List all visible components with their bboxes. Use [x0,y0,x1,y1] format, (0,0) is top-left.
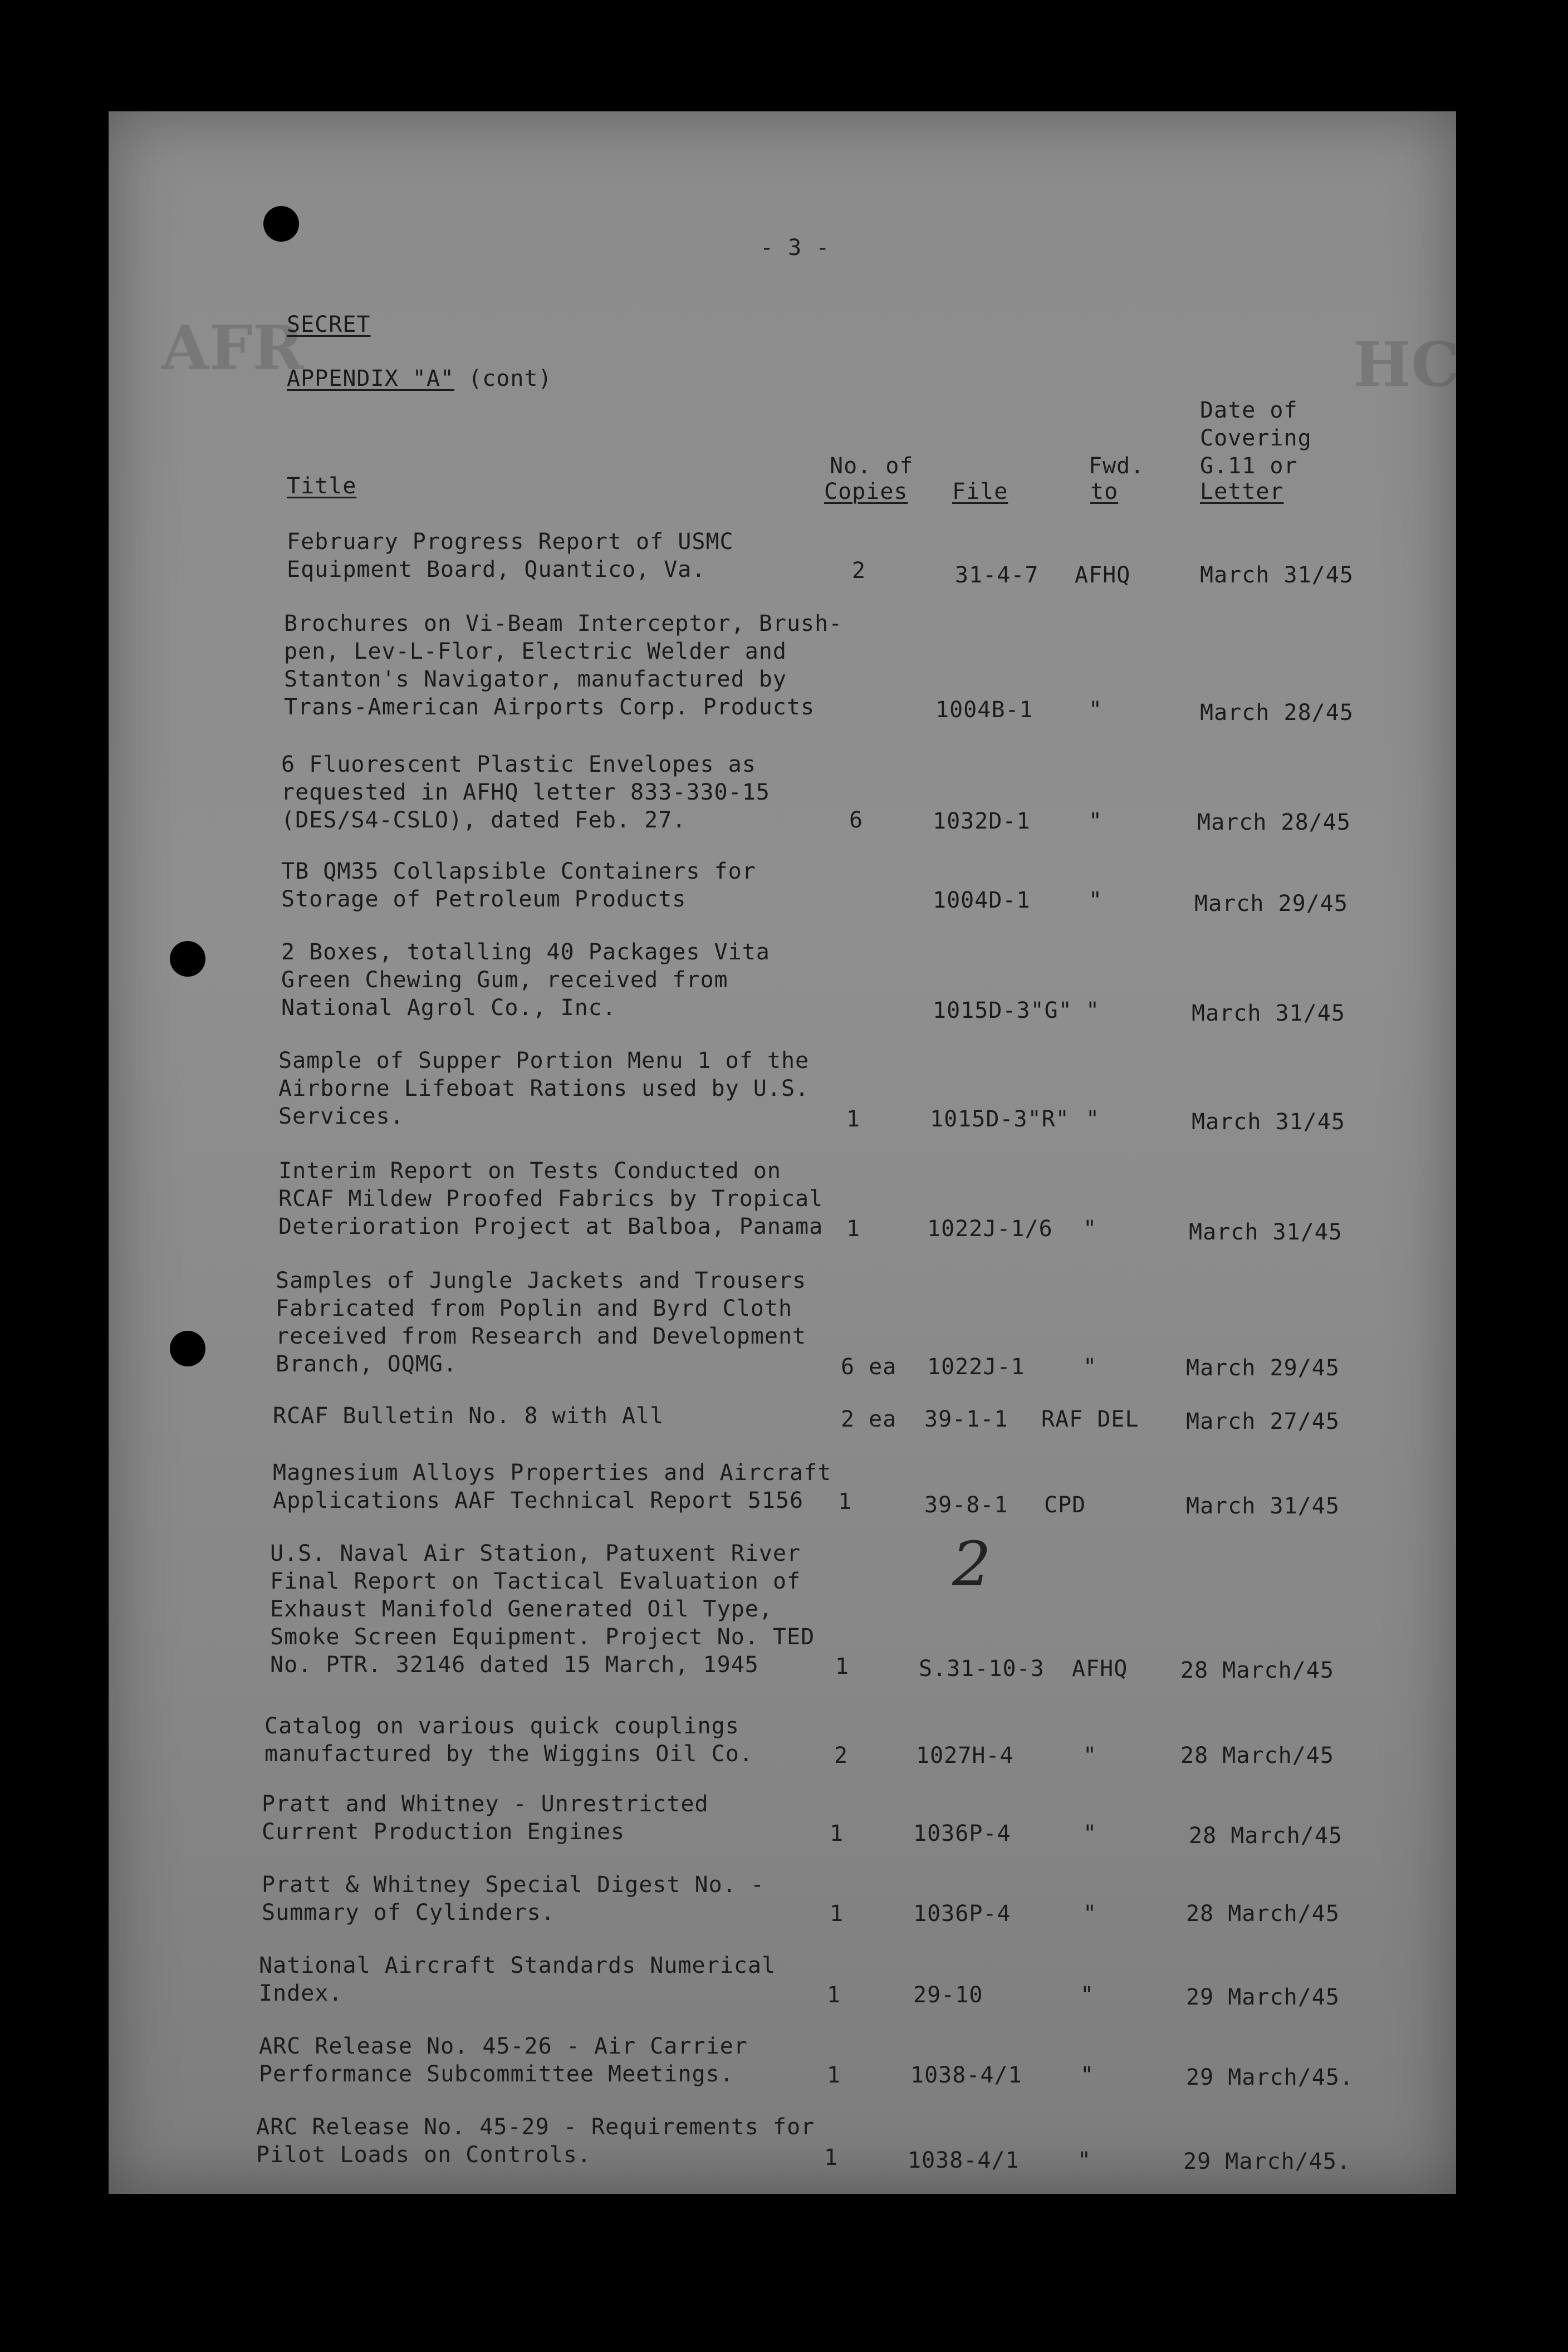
punch-hole-top [263,206,299,242]
row-6-fwd: " [1086,1106,1100,1132]
row-15-title: National Aircraft Standards Numerical Index. [259,1953,776,2006]
row-17-fwd: " [1077,2148,1092,2173]
punch-hole-bottom [170,1331,205,1366]
row-2-file: 1004B-1 [935,697,1033,723]
row-11-file: S.31-10-3 [919,1656,1045,1682]
row-2-date: March 28/45 [1200,700,1354,726]
row-2-title: Brochures on Vi-Beam Interceptor, Brush- pen, Lev-L-Flor, Electric Welder and Stanton's Navigator, manufactured by Trans-American Airports Corp. Products [284,611,843,720]
row-3-file: 1032D-1 [933,808,1031,834]
row-6-date: March 31/45 [1192,1109,1345,1135]
row-9-title: RCAF Bulletin No. 8 with All [273,1403,664,1429]
appendix-heading [287,365,552,393]
row-9-copies: 2 ea [841,1407,897,1432]
row-11-date: 28 March/45 [1180,1658,1334,1683]
page-number: - 3 - [760,235,830,261]
row-2-fwd: " [1089,697,1103,723]
row-9-file: 39-1-1 [924,1407,1008,1432]
row-15-date: 29 March/45 [1186,1984,1340,2010]
row-16-title: ARC Release No. 45-26 - Air Carrier Performance Subcommittee Meetings. [259,2033,748,2087]
row-9-date: March 27/45 [1186,1409,1340,1434]
row-5-fwd: " [1086,998,1100,1023]
row-8-file: 1022J-1 [927,1354,1025,1380]
row-11-copies: 1 [835,1654,850,1679]
row-12-title: Catalog on various quick couplings manufactured by the Wiggins Oil Co. [264,1713,753,1767]
row-12-file: 1027H-4 [916,1743,1014,1768]
column-header-fwd-line2: to [1090,479,1119,504]
row-15-fwd: " [1080,1982,1095,2008]
row-1-date: March 31/45 [1200,562,1354,588]
faded-stamp-right: HC [1353,329,1460,400]
column-header-copies-line2: Copies [824,479,908,504]
classification-label: SECRET [287,312,371,337]
row-7-fwd: " [1083,1216,1097,1242]
row-14-copies: 1 [830,1901,844,1927]
row-6-title: Sample of Supper Portion Menu 1 of the Airborne Lifeboat Rations used by U.S. Services. [278,1048,810,1129]
row-7-title: Interim Report on Tests Conducted on RCAF Mildew Proofed Fabrics by Tropical Deterioration Project at Balboa, Panama [278,1158,824,1239]
row-1-file: 31-4-7 [955,562,1039,588]
appendix-label: APPENDIX "A" [287,366,454,391]
row-5-title: 2 Boxes, totalling 40 Packages Vita Green Chewing Gum, received from National Agrol Co., Inc. [281,939,770,1021]
row-7-copies: 1 [846,1216,861,1242]
row-6-file: 1015D-3"R" [930,1106,1070,1132]
row-13-title: Pratt and Whitney - Unrestricted Current Production Engines [262,1791,709,1845]
row-17-file: 1038-4/1 [908,2148,1020,2173]
row-12-copies: 2 [834,1743,849,1768]
row-14-title: Pratt & Whitney Special Digest No. - Summary of Cylinders. [262,1872,765,1925]
row-16-file: 1038-4/1 [910,2062,1022,2088]
column-header-date-line3: G.11 or [1200,453,1298,479]
row-14-fwd: " [1083,1901,1097,1927]
row-16-fwd: " [1080,2062,1095,2088]
row-10-fwd: CPD [1044,1492,1086,1518]
row-13-copies: 1 [830,1821,844,1846]
column-header-date-line4: Letter [1200,479,1284,504]
punch-hole-middle [170,941,205,977]
column-header-fwd-line1: Fwd. [1089,453,1145,479]
row-13-date: 28 March/45 [1189,1823,1342,1849]
row-8-title: Samples of Jungle Jackets and Trousers Fabricated from Poplin and Byrd Cloth received from Research and Development Branch, OQMG. [276,1268,807,1377]
faded-stamp-left: AFR [161,312,303,384]
row-14-date: 28 March/45 [1186,1901,1340,1927]
row-7-date: March 31/45 [1189,1219,1342,1245]
row-17-date: 29 March/45. [1183,2149,1351,2174]
column-header-date-line2: Covering [1200,425,1312,451]
column-header-date-line1: Date of [1200,398,1298,423]
row-15-copies: 1 [827,1982,841,2008]
row-7-file: 1022J-1/6 [927,1216,1053,1242]
row-13-file: 1036P-4 [913,1821,1011,1846]
row-16-date: 29 March/45. [1186,2065,1354,2090]
row-4-title: TB QM35 Collapsible Containers for Storage of Petroleum Products [281,859,756,912]
row-9-fwd: RAF DEL [1041,1407,1139,1432]
row-11-title: U.S. Naval Air Station, Patuxent River Final Report on Tactical Evaluation of Exhaust Manifold Generated Oil Type, Smoke Screen Equipment. Project No. TED No. PTR. 32146 dated 15 March, 1945 [270,1541,815,1678]
row-5-date: March 31/45 [1192,1001,1345,1026]
row-1-copies: 2 [852,558,866,584]
row-10-title: Magnesium Alloys Properties and Aircraft Applications AAF Technical Report 5156 [273,1460,832,1513]
row-1-title: February Progress Report of USMC Equipment Board, Quantico, Va. [287,529,734,582]
column-header-file: File [952,479,1008,504]
row-11-fwd: AFHQ [1072,1656,1128,1682]
row-6-copies: 1 [846,1106,861,1132]
row-3-date: March 28/45 [1197,810,1351,835]
appendix-suffix: (cont) [454,366,552,391]
handwritten-mark: 2 [952,1528,991,1600]
row-17-title: ARC Release No. 45-29 - Requirements for Pilot Loads on Controls. [256,2114,815,2168]
row-8-date: March 29/45 [1186,1355,1340,1381]
row-10-file: 39-8-1 [924,1492,1008,1518]
row-12-date: 28 March/45 [1180,1743,1334,1768]
column-header-title: Title [287,473,357,499]
column-header-copies-line1: No. of [830,453,914,479]
row-3-title: 6 Fluorescent Plastic Envelopes as requested in AFHQ letter 833-330-15 (DES/S4-CSLO), dated Feb. 27. [281,752,770,833]
row-4-date: March 29/45 [1194,891,1348,917]
row-4-fwd: " [1089,888,1103,913]
row-4-file: 1004D-1 [933,888,1031,913]
row-1-fwd: AFHQ [1075,562,1131,588]
row-8-fwd: " [1083,1354,1097,1380]
row-5-file: 1015D-3"G" [933,998,1072,1023]
row-12-fwd: " [1083,1743,1097,1768]
row-14-file: 1036P-4 [913,1901,1011,1927]
row-10-date: March 31/45 [1186,1493,1340,1519]
row-3-copies: 6 [849,807,864,833]
row-10-copies: 1 [838,1489,852,1515]
row-15-file: 29-10 [913,1982,983,2008]
row-16-copies: 1 [827,2062,841,2088]
row-13-fwd: " [1083,1821,1097,1846]
row-17-copies: 1 [824,2145,839,2170]
row-8-copies: 6 ea [841,1354,897,1380]
row-3-fwd: " [1089,808,1103,834]
